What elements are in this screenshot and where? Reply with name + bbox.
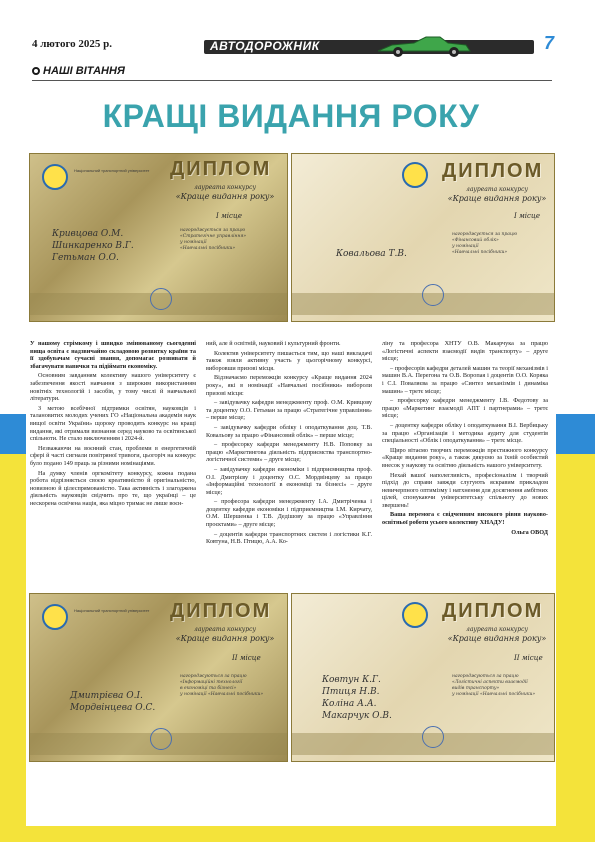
diploma-names [70, 690, 155, 714]
diploma-subtitle-2: «Краще видання року» [447, 194, 547, 203]
diploma-org: Національний транспортний університет [74, 608, 150, 613]
paragraph: – професорів кафедри деталей машин та теорії механізмів і машин В.А. Перегона та О.В. Воропая і доцентів О.О. Коряка і С.І. Поваляєва за працю «Синтез механізмів і динаміка машин» – третє місце; [382, 364, 548, 395]
seal-icon [422, 726, 444, 748]
diploma-name: Птиця Н.В. [322, 687, 380, 697]
diploma-subtitle: лауреата конкурсу [466, 626, 528, 633]
headline: КРАЩІ ВИДАННЯ РОКУ [102, 98, 480, 134]
diploma-name: Дмитрієва О.І. [70, 691, 143, 701]
diploma-work-line: «Інформаційні технології [180, 680, 243, 685]
seal-icon [150, 728, 172, 750]
closing-text: Ваша перемога є свідченням високого рівня науково-освітньої роботи усього колективу ХНАДУ! [382, 511, 548, 527]
diploma-work [180, 228, 270, 252]
seal-icon [422, 284, 444, 306]
lead-text: У нашому стрімкому і швидко змінюваному сьогоденні вища освіта є надзвичайно складовою розвитку країни та її здобувачам сучасні знання, допомагає розвивати й збагачувати навички та підіймати економіку. [30, 340, 196, 370]
diploma-place: I місце [514, 212, 540, 220]
paragraph: – завідувачку кафедри менеджменту проф. О.М. Кривцову та доцентку О.О. Гетьман за працю «Стратегічне управління» – перше місце; [206, 399, 372, 422]
section-rubric [32, 65, 125, 77]
diploma-work-line: у номінації [452, 244, 479, 249]
diploma-place: I місце [216, 212, 242, 220]
paragraph: ліну та професора ХНТУ О.В. Макарчука за працю «Логістичні аспекти взаємодії видів транспорту» – друге місце; [382, 340, 548, 363]
issue-date: 4 лютого 2025 р. [32, 38, 113, 50]
rubric-label: НАШІ ВІТАННЯ [43, 65, 125, 77]
diploma-work-line: «Логістичні аспекти взаємодії [452, 680, 528, 685]
diploma-work-line: «Навчальні посібники» [180, 246, 236, 251]
article-column-3 [382, 340, 548, 536]
diploma-name: Коліна А.А. [322, 699, 377, 709]
diploma-title: ДИПЛОМ [170, 600, 272, 622]
diploma-3 [29, 593, 288, 762]
diploma-work [452, 232, 542, 256]
university-emblem-icon [402, 602, 428, 628]
diploma-subtitle-2: «Краще видання року» [447, 634, 547, 643]
paragraph: ний, але й освітній, науковий і культурний фронти. [206, 340, 341, 347]
diploma-subtitle: лауреата конкурсу [194, 184, 256, 191]
diploma-work-line: у номінації «Навчальні посібники» [180, 692, 264, 697]
diploma-1 [29, 153, 288, 322]
paragraph: Колектив університету пишається тим, що наші викладачі також взяли активну участь у цьогорічному конкурсі, виборовши призові місця. [206, 349, 372, 372]
lead-paragraph [30, 340, 196, 370]
diploma-title: ДИПЛОМ [442, 600, 544, 622]
diploma-work [180, 674, 275, 698]
diploma-name: Шинкаренко В.Г. [52, 241, 134, 251]
diploma-org: Національний транспортний університет [74, 168, 150, 173]
diploma-name: Гетьман О.О. [52, 253, 119, 263]
paragraph: З метою всебічної підтримки освітян, науковців і талановитих молодих учених ГО «Національна академія наук вищої освіти України» щороку проводить конкурс на кращі видання, які отримали визнання серед науково та освітянської спільноти. Не стало виключенням і 2024-й. [30, 404, 196, 443]
diploma-names [52, 228, 134, 264]
diploma-work-line: видів транспорту» [452, 686, 500, 691]
paragraph: – професорку кафедри менеджменту Н.В. Поповку за працю «Маркетингова діяльність підприємства транспортно-логістичної системи» – друге місце; [206, 441, 372, 464]
diploma-names [336, 248, 407, 260]
paragraph: – завідувачку кафедри економіки і підприємництва проф. О.І. Дмитрієву і доцентку О.С. Мордвінцеву за працю «Інформаційні технології в економіці та бізнесі» – друге місце; [206, 465, 372, 496]
paragraph: – доцентів кафедри транспортних систем і логістики К.Г. Ковтуна, Н.В. Птицю, А.А. Ко- [206, 530, 372, 546]
bullet-circle-icon [32, 67, 40, 75]
paragraph: – професора кафедри менеджменту І.А. Дмитріченка і доцентку кафедри економіки і підприємництва І.М. Кирчату, О.М. Шершенка і Т.В. Дедішову за працю «Управління проєктами» – друге місце; [206, 498, 372, 529]
diploma-names [322, 674, 392, 722]
diploma-subtitle: лауреата конкурсу [466, 186, 528, 193]
paragraph: Відзначаємо переможців конкурсу «Краще видання 2024 року», які в номінації «Навчальні посібники» вибороли призові місця: [206, 374, 372, 397]
diploma-subtitle-2: «Краще видання року» [175, 634, 275, 643]
article-column-2 [206, 340, 372, 548]
masthead-bar [204, 40, 534, 54]
diploma-work-line: нагороджується за працю [452, 232, 518, 237]
university-emblem-icon [42, 164, 68, 190]
diploma-subtitle-2: «Краще видання року» [175, 192, 275, 201]
paragraph: – професорку кафедри менеджменту І.В. Федотову за працю «Маркетинг взаємодії АПТ і партнерами» – третє місце; [382, 397, 548, 420]
diploma-name: Макарчук О.В. [322, 711, 392, 721]
paragraph: – завідувачку кафедри обліку і оподаткування доц. Т.В. Ковальову за працю «Фінансовий облік» – перше місце; [206, 423, 372, 439]
diploma-subtitle: лауреата конкурсу [194, 626, 256, 633]
paragraph: Нехай вашої наполегливість, професіоналізм і творчий підхід до справи завжди слугують яскравим прикладом невичерпного оптимізму і натхнення для досягнення амбітних цілей, спонукаючи університетську спільноту до нових звершень! [382, 471, 548, 509]
paragraph: На думку членів оргкомітету конкурсу, кожна подана робота відрізняється своєю креативністю й оригінальністю, новизною й цілеспрямованістю. Така активність і злагоджена діяльність науковців свідчить про те, що українці – це нескорена освічена нація, яка міцно тримає не лише воєн- [30, 469, 196, 507]
diploma-work-line: «Фінансовий облік» [452, 238, 499, 243]
diploma-name: Ковтун К.Г. [322, 675, 381, 685]
diploma-name: Мордвінцева О.С. [70, 703, 156, 713]
seal-icon [150, 288, 172, 310]
paragraph: Незважаючи на воєнний стан, проблеми в енергетичній сфері й часті сигнали повітряної тривоги, цьогоріч на конкурс було подано 149 праць за різними номінаціями. [30, 444, 196, 467]
article-column-1 [30, 340, 196, 509]
diploma-work-line: в економіці та бізнесі» [180, 686, 237, 691]
diploma-title: ДИПЛОМ [442, 160, 544, 182]
section-divider [32, 80, 552, 81]
diploma-place: II місце [232, 654, 261, 662]
diploma-work-line: нагороджується за працю [180, 228, 246, 233]
diploma-work-line: у номінації «Навчальні посібники» [452, 692, 536, 697]
diploma-place: II місце [514, 654, 543, 662]
article-body [30, 340, 550, 586]
diploma-4 [291, 593, 555, 762]
university-emblem-icon [402, 162, 428, 188]
diploma-2 [291, 153, 555, 322]
paragraph: Основним завданням колективу нашого університету є забезпечення якості навчання з широким використанням новітніх технологій і засобів, у тому числі й навчальної літератури. [30, 372, 196, 403]
page-number: 7 [543, 33, 554, 53]
race-car-icon [374, 33, 474, 59]
diploma-work-line: «Стратегічне управління» [180, 234, 247, 239]
university-emblem-icon [42, 604, 68, 630]
newspaper-page [26, 28, 556, 826]
masthead-title: АВТОДОРОЖНИК [210, 39, 320, 53]
diploma-work-line: «Навчальні посібники» [452, 250, 508, 255]
paragraph: – доцентку кафедри обліку і оподаткування В.І. Вербицьку за працю «Організація і методика аудиту для студентів спеціальності «Облік і оподаткування» – третє місце. [382, 421, 548, 445]
diploma-work-line: у номінації [180, 240, 207, 245]
diploma-work-line: нагороджуються за працю [452, 674, 519, 679]
diploma-work [452, 674, 547, 698]
diploma-name: Ковальова Т.В. [336, 249, 407, 259]
diploma-work-line: нагороджуються за працю [180, 674, 247, 679]
diploma-name: Кривцова О.М. [52, 229, 124, 239]
paragraph: Щиро вітаємо творчих переможців престижного конкурсу «Краще видання року», а також дякуємо за їхній особистий внесок у наукову та освітню діяльність нашого університету. [382, 446, 548, 469]
diploma-title: ДИПЛОМ [170, 158, 272, 180]
page-header [26, 28, 556, 62]
author-signature: Ольга ОВОД [511, 528, 548, 536]
closing-paragraph [382, 511, 548, 526]
